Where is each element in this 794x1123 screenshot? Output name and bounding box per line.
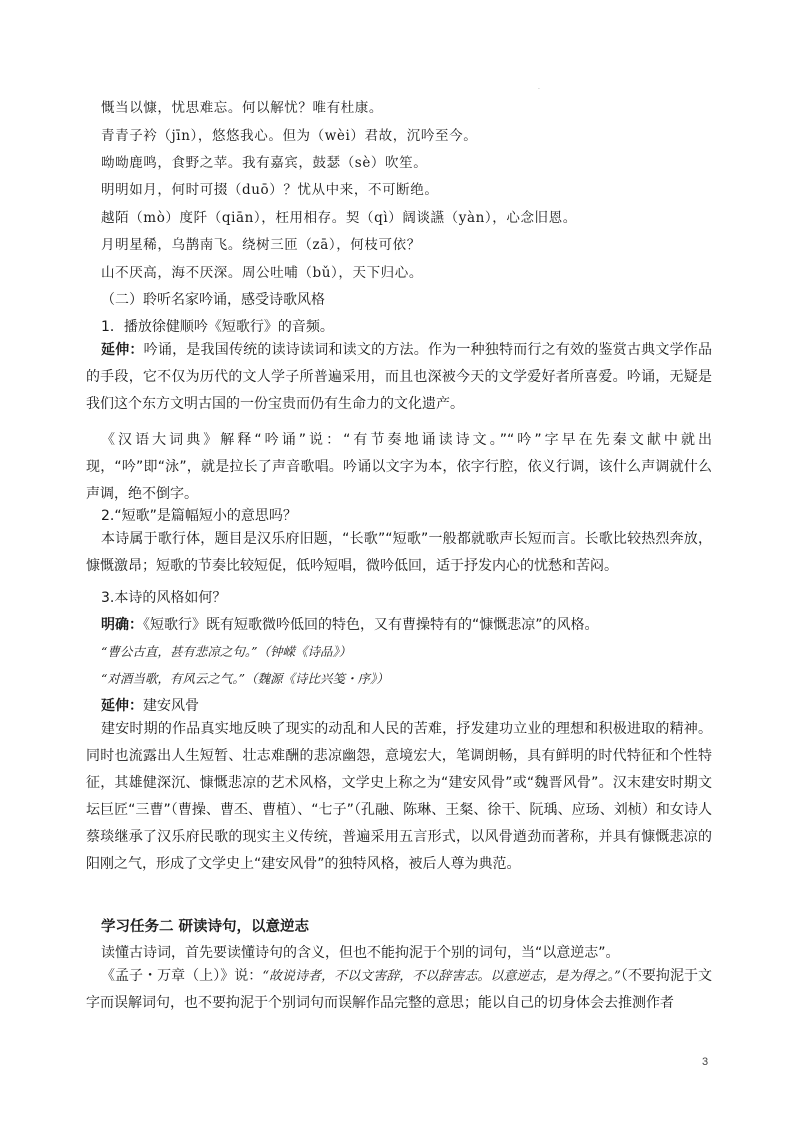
paragraph: 本诗属于歌行体，题目是汉乐府旧题，“长歌”“短歌”一般都就歌声长短而言。长歌比较热烈奔放，慷慨激昂；短歌的节奏比较短促，低吟短唱，微吟低回，适于抒发内心的忧愁和苦闷。 xyxy=(86,531,712,574)
label-extension: 延伸： xyxy=(101,342,144,358)
poem-line: 青青子衿（jīn），悠悠我心。但为（wèi）君故，沉吟至今。 xyxy=(101,128,478,144)
paragraph xyxy=(86,963,712,1017)
quote: “曹公古直，甚有悲凉之句。”（钟嵘《诗品》） xyxy=(101,644,352,659)
clarify-line xyxy=(101,614,599,634)
extension-heading xyxy=(101,695,199,715)
stray-dot: · xyxy=(538,86,540,93)
paragraph: 《汉语大词典》解释“吟诵”说：“有节奏地诵读诗文。”“吟”字早在先秦文献中就出现，“吟”即“泳”，就是拉长了声音歌唱。吟诵以文字为本，依字行腔，依义行调，该什么声调就什么声调，绝不倒字。 xyxy=(86,432,712,502)
paragraph: 读懂古诗词，首先要读懂诗句的含义，但也不能拘泥于个别的词句，当“以意逆志”。 xyxy=(101,945,620,961)
section-heading: （二）聆听名家吟诵，感受诗歌风格 xyxy=(101,292,325,308)
paragraph xyxy=(86,337,712,418)
paragraph-text: 吟诵，是我国传统的读诗读词和读文的方法。作为一种独特而行之有效的鉴赏古典文学作品的手段，它不仅为历代的文人学子所普遍采用，而且也深被今天的文学爱好者所喜爱。吟诵，无疑是我们这个东方文明古国的一份宝贵而仍有生命力的文化遗产。 xyxy=(86,342,713,412)
poem-line: 月明星稀，乌鹊南飞。绕树三匝（zā），何枝可依？ xyxy=(101,237,421,253)
paragraph-lead: 《孟子・万章（上）》说： xyxy=(101,968,263,984)
list-item: 2.“短歌”是篇幅短小的意思吗？ xyxy=(101,508,297,524)
quote: “故说诗者，不以文害辞，不以辞害志。以意逆志，是为得之。” xyxy=(262,969,621,984)
extension-title: 建安风骨 xyxy=(143,698,199,714)
clarify-text: 《短歌行》既有短歌微吟低回的特色，又有曹操特有的“慷慨悲凉”的风格。 xyxy=(143,617,599,633)
list-item: 3.本诗的风格如何？ xyxy=(101,590,227,606)
paragraph-text: （不要拘泥于文字而误解词句，也不要拘泥于个别词句而误解作品完整的意思；能以自己的切身体会去推测作者 xyxy=(86,968,713,1011)
label-extension: 延伸： xyxy=(101,698,143,714)
list-item: 1．播放徐健顺吟《短歌行》的音频。 xyxy=(101,319,334,335)
page-number: 3 xyxy=(702,1056,709,1068)
paragraph: 建安时期的作品真实地反映了现实的动乱和人民的苦难，抒发建功立业的理想和积极进取的精神。同时也流露出人生短暂、壮志难酬的悲凉幽怨，意境宏大，笔调朗畅，具有鲜明的时代特征和个性特征，其雄健深沉、慷慨悲凉的艺术风格，文学史上称之为“建安风骨”或“魏晋风骨”。汉末建安时期文坛巨匠“三曹”（曹操、曹丕、曹植）、“七子”（孔融、陈琳、王粲、徐干、阮瑀、应玚、刘桢）和女诗人蔡琰继承了汉乐府民歌的现实主义传统，普遍采用五言形式，以风骨遒劲而著称，并具有慷慨悲凉的阳刚之气，形成了文学史上“建安风骨”的独特风格，被后人尊为典范。 xyxy=(86,721,712,872)
quote: “对酒当歌，有风云之气。”（魏源《诗比兴笺・序》） xyxy=(101,671,389,686)
task-heading: 学习任务二 研读诗句，以意逆志 xyxy=(101,919,310,935)
poem-line: 明明如月，何时可掇（duō）？忧从中来，不可断绝。 xyxy=(101,182,439,198)
poem-line: 山不厌高，海不厌深。周公吐哺（bǔ），天下归心。 xyxy=(101,265,423,281)
poem-line: 慨当以慷，忧思难忘。何以解忧？唯有杜康。 xyxy=(101,100,383,116)
label-clarify: 明确： xyxy=(101,617,143,633)
poem-line: 越陌（mò）度阡（qiān），枉用相存。契（qì）阔谈讌（yàn），心念旧恩。 xyxy=(101,210,577,226)
poem-line: 呦呦鹿鸣，食野之苹。我有嘉宾，鼓瑟（sè）吹笙。 xyxy=(101,155,428,171)
